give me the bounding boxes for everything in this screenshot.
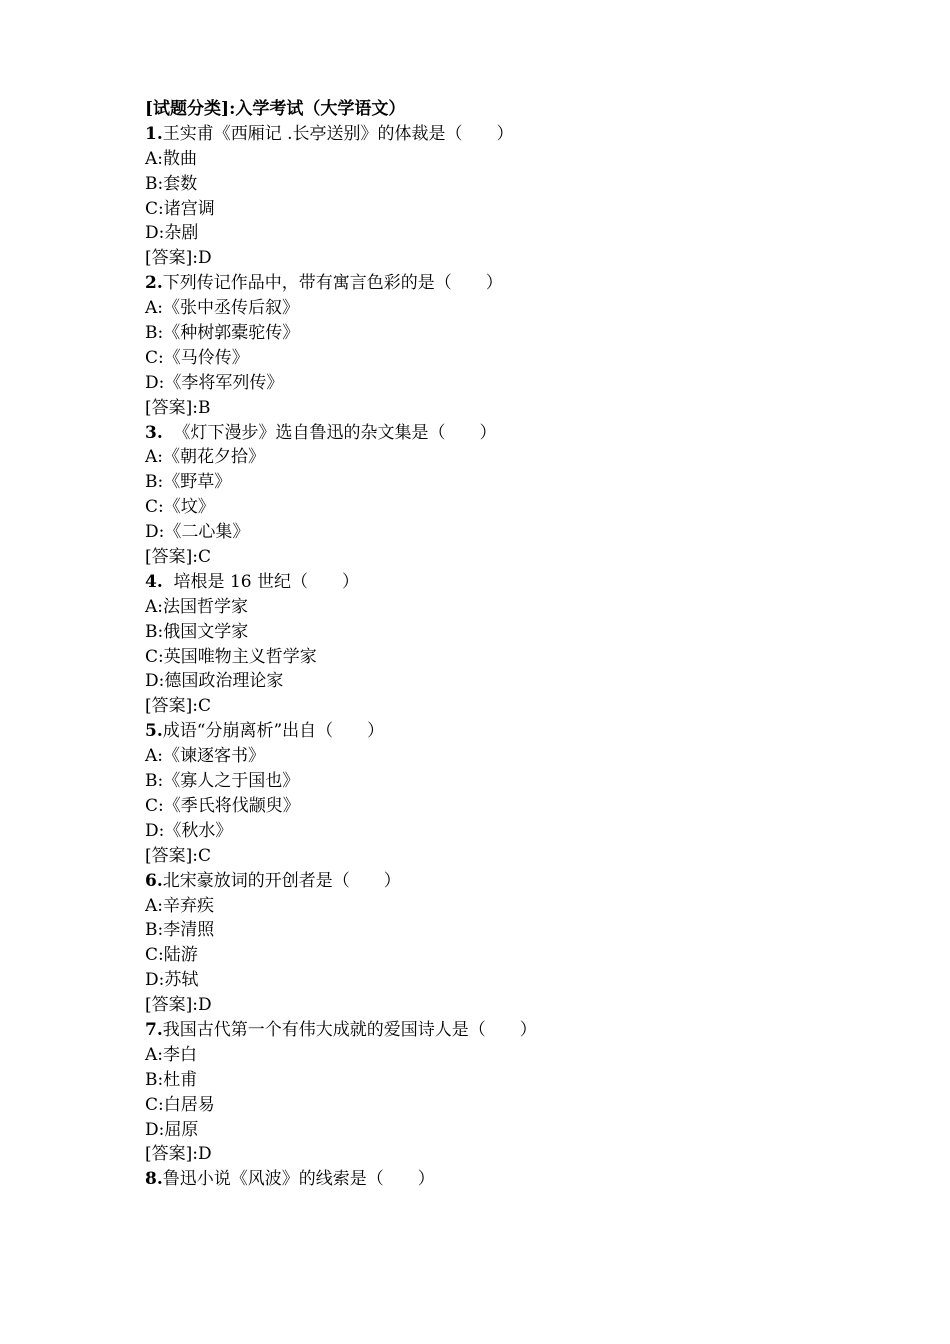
question-stem: [145, 1167, 905, 1192]
answer-value: C: [198, 547, 212, 568]
answer-value: D: [198, 248, 212, 269]
question-text: 王实甫《西厢记 .长亭送别》的体裁是（ ）: [162, 123, 514, 144]
option-c: C:陆游: [145, 945, 198, 966]
question-number: 3.: [145, 422, 163, 443]
question-stem: [145, 122, 905, 147]
option-d: D:德国政治理论家: [145, 671, 284, 692]
answer-value: B: [198, 397, 211, 418]
option-a: A:《谏逐客书》: [145, 746, 266, 767]
question-text: 《灯下漫步》选自鲁迅的杂文集是（ ）: [162, 422, 497, 443]
question-number: 6.: [145, 870, 163, 891]
option-b: B:杜甫: [145, 1069, 198, 1090]
question-number: 1.: [145, 123, 163, 144]
option-b: B:俄国文学家: [145, 621, 249, 642]
question-text: 北宋豪放词的开创者是（ ）: [162, 870, 401, 891]
option-a: A:法国哲学家: [145, 596, 249, 617]
option-b: B:李清照: [145, 920, 215, 941]
answer-line: [145, 396, 905, 421]
option-c: C:英国唯物主义哲学家: [145, 646, 317, 667]
answer-value: C: [198, 696, 212, 717]
question-stem: [145, 570, 905, 595]
question-number: 4.: [145, 571, 163, 592]
answer-prefix: [答案]:: [145, 397, 198, 418]
question-text: 下列传记作品中，带有寓言色彩的是（ ）: [162, 273, 503, 294]
option-c: C:《马伶传》: [145, 347, 249, 368]
document-content: [145, 97, 905, 1192]
question-stem: [145, 1018, 905, 1043]
option-d: D:《二心集》: [145, 522, 250, 543]
answer-line: [145, 694, 905, 719]
option-c: C:诸宫调: [145, 198, 215, 219]
answer-prefix: [答案]:: [145, 845, 198, 866]
option-b: B:套数: [145, 173, 198, 194]
answer-prefix: [答案]:: [145, 547, 198, 568]
answer-line: [145, 545, 905, 570]
option-c: C:白居易: [145, 1094, 215, 1115]
answer-prefix: [答案]:: [145, 696, 198, 717]
question-text: 鲁迅小说《风波》的线索是（ ）: [162, 1169, 435, 1190]
question-number: 8.: [145, 1169, 163, 1190]
option-d: D:苏轼: [145, 970, 199, 991]
answer-prefix: [答案]:: [145, 995, 198, 1016]
option-b: B:《寡人之于国也》: [145, 771, 300, 792]
question-number: 2.: [145, 273, 163, 294]
option-d: D:《秋水》: [145, 820, 233, 841]
option-c: C:《坟》: [145, 497, 215, 518]
question-stem: [145, 719, 905, 744]
option-a: A:辛弃疾: [145, 895, 215, 916]
answer-line: [145, 993, 905, 1018]
answer-value: C: [198, 845, 212, 866]
question-stem: [145, 271, 905, 296]
answer-prefix: [答案]:: [145, 1144, 198, 1165]
answer-line: [145, 246, 905, 271]
option-a: A:《张中丞传后叙》: [145, 298, 300, 319]
category-heading: [试题分类]:入学考试（大学语文）: [145, 99, 406, 119]
option-d: D:《李将军列传》: [145, 372, 284, 393]
answer-line: [145, 844, 905, 869]
question-stem: [145, 421, 905, 446]
option-c: C:《季氏将伐颛臾》: [145, 795, 300, 816]
option-d: D:屈原: [145, 1119, 199, 1140]
question-text: 我国古代第一个有伟大成就的爱国诗人是（ ）: [162, 1019, 537, 1040]
option-a: A:《朝花夕拾》: [145, 447, 266, 468]
question-stem: [145, 869, 905, 894]
option-a: A:李白: [145, 1044, 198, 1065]
option-a: A:散曲: [145, 148, 198, 169]
question-text: 成语“分崩离析”出自（ ）: [162, 721, 385, 742]
answer-line: [145, 1142, 905, 1167]
question-number: 7.: [145, 1019, 163, 1040]
option-b: B:《野草》: [145, 472, 232, 493]
option-d: D:杂剧: [145, 223, 199, 244]
question-text: 培根是 16 世纪（ ）: [162, 571, 359, 592]
answer-value: D: [198, 995, 212, 1016]
question-number: 5.: [145, 721, 163, 742]
answer-value: D: [198, 1144, 212, 1165]
answer-prefix: [答案]:: [145, 248, 198, 269]
option-b: B:《种树郭橐驼传》: [145, 323, 300, 344]
